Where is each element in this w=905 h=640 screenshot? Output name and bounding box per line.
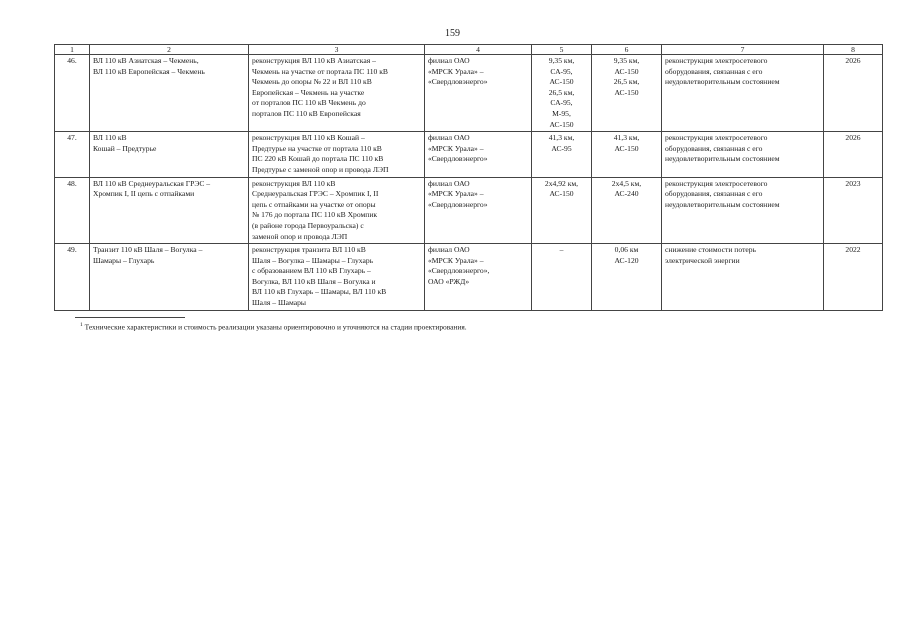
parameters-before-cell xyxy=(532,132,592,177)
column-number-row xyxy=(55,45,883,55)
parameters-before-cell xyxy=(532,55,592,132)
cell-text-line: АС-150 xyxy=(614,143,639,153)
measure-cell xyxy=(249,244,425,311)
cell-text-line: АС-95 xyxy=(551,143,572,153)
row-number-cell: 46. xyxy=(55,55,90,132)
cell-text-line: № 176 до портала ПС 110 кВ Хромпик xyxy=(252,210,378,220)
cell-text-line: 2х4,5 км, xyxy=(611,178,642,188)
cell-text-line: Транзит 110 кВ Шаля – Вогулка – xyxy=(93,245,203,255)
cell-text-line: Кошай – Предтурье xyxy=(93,143,157,153)
cell-text-line: СА-95, xyxy=(550,66,573,76)
cell-text-line: ВЛ 110 кВ Европейская – Чекмень xyxy=(93,66,205,76)
cell-text-line: заменой опор и провода ЛЭП xyxy=(252,231,348,241)
cell-text-line: АС-150 xyxy=(614,87,639,97)
reason-cell xyxy=(662,55,824,132)
cell-text-line: (в районе города Первоуральска) с xyxy=(252,220,364,230)
cell-text-line: «МРСК Урала» – xyxy=(428,189,484,199)
cell-text-line: 0,06 км xyxy=(614,245,639,255)
object-name-cell xyxy=(90,177,249,244)
cell-text-line: 41,3 км, xyxy=(613,133,640,143)
cell-text-line: филиал ОАО xyxy=(428,56,470,65)
cell-text-line: АС-150 xyxy=(614,66,639,76)
object-name-cell xyxy=(90,132,249,177)
organization-cell xyxy=(425,177,532,244)
table-row xyxy=(55,132,883,177)
cell-text-line: филиал ОАО xyxy=(428,178,470,188)
cell-text-line: «МРСК Урала» – xyxy=(428,255,484,265)
cell-text-line: реконструкция ВЛ 110 кВ xyxy=(252,178,336,188)
year-cell: 2023 xyxy=(824,177,883,244)
cell-text-line: Шаля – Вогулка – Шамары – Глухарь xyxy=(252,255,374,265)
cell-text-line: реконструкция транзита ВЛ 110 кВ xyxy=(252,245,366,255)
cell-text-line: «Свердловэнерго» xyxy=(428,77,488,87)
reconstruction-table xyxy=(54,44,883,311)
organization-cell xyxy=(425,132,532,177)
cell-text-line: Предтурье на участке от портала 110 кВ xyxy=(252,143,382,153)
cell-text-line: «Свердловэнерго» xyxy=(428,154,488,164)
column-number: 3 xyxy=(249,45,425,55)
table-row xyxy=(55,244,883,311)
reason-cell xyxy=(662,132,824,177)
cell-text-line: Предтурье с заменой опор и провода ЛЭП xyxy=(252,164,389,174)
column-number: 1 xyxy=(55,45,90,55)
column-number: 6 xyxy=(592,45,662,55)
cell-text-line: реконструкция электросетевого xyxy=(665,133,768,143)
cell-text-line: реконструкция ВЛ 110 кВ Азиатская – xyxy=(252,56,376,65)
cell-text-line: Шаля – Шамары xyxy=(252,298,307,308)
cell-text-line: оборудования, связанная с его xyxy=(665,66,763,76)
year-cell: 2026 xyxy=(824,55,883,132)
cell-text-line: СА-95, xyxy=(550,98,573,108)
footnote xyxy=(80,322,467,331)
cell-text-line: АС-240 xyxy=(614,189,639,199)
table-row xyxy=(55,55,883,132)
cell-text-line: «МРСК Урала» – xyxy=(428,66,484,76)
cell-text-line: АС-150 xyxy=(549,119,574,129)
row-number-cell: 47. xyxy=(55,132,90,177)
cell-text-line: Чекмень до опоры № 22 и ВЛ 110 кВ xyxy=(252,77,372,87)
column-number: 4 xyxy=(425,45,532,55)
cell-text-line: реконструкция ВЛ 110 кВ Кошай – xyxy=(252,133,365,143)
year-cell: 2026 xyxy=(824,132,883,177)
cell-text-line: «Свердловэнерго» xyxy=(428,199,488,209)
cell-text-line: 9,35 км, xyxy=(548,56,575,65)
cell-text-line: 26,5 км, xyxy=(613,77,640,87)
cell-text-line: цепь с отпайками на участке от опоры xyxy=(252,199,376,209)
measure-cell xyxy=(249,132,425,177)
reason-cell xyxy=(662,177,824,244)
cell-text-line: электрической энергии xyxy=(665,255,740,265)
cell-text-line: Европейская – Чекмень на участке xyxy=(252,87,365,97)
measure-cell xyxy=(249,177,425,244)
cell-text-line: от порталов ПС 110 кВ Чекмень до xyxy=(252,98,366,108)
cell-text-line: «МРСК Урала» – xyxy=(428,143,484,153)
cell-text-line: АС-150 xyxy=(549,77,574,87)
parameters-after-cell xyxy=(592,55,662,132)
footnote-text: Технические характеристики и стоимость реализации указаны ориентировочно и уточняются на стадии проектирования. xyxy=(84,322,467,332)
parameters-after-cell xyxy=(592,244,662,311)
cell-text-line: Чекмень на участке от портала ПС 110 кВ xyxy=(252,66,388,76)
cell-text-line: реконструкция электросетевого xyxy=(665,56,768,65)
row-number-cell: 49. xyxy=(55,244,90,311)
cell-text-line: 2х4,92 км, xyxy=(544,178,579,188)
cell-text-line: АС-150 xyxy=(549,189,574,199)
row-number-cell: 48. xyxy=(55,177,90,244)
cell-text-line: ОАО «РЖД» xyxy=(428,276,470,286)
table-row xyxy=(55,177,883,244)
cell-text-line: 41,3 км, xyxy=(548,133,575,143)
cell-text-line: неудовлетворительным состоянием xyxy=(665,199,780,209)
cell-text-line: ВЛ 110 кВ Глухарь – Шамары, ВЛ 110 кВ xyxy=(252,287,387,297)
cell-text-line: ПС 220 кВ Кошай до портала ПС 110 кВ xyxy=(252,154,384,164)
parameters-after-cell xyxy=(592,132,662,177)
cell-text-line: оборудования, связанная с его xyxy=(665,189,763,199)
cell-text-line: неудовлетворительным состоянием xyxy=(665,154,780,164)
cell-text-line: Хромпик I, II цепь с отпайками xyxy=(93,189,195,199)
cell-text-line: ВЛ 110 кВ Азиатская – Чекмень, xyxy=(93,56,199,65)
parameters-before-cell xyxy=(532,244,592,311)
measure-cell xyxy=(249,55,425,132)
footnote-mark: 1 xyxy=(80,322,83,328)
cell-text-line: ВЛ 110 кВ Среднеуральская ГРЭС – xyxy=(93,178,211,188)
cell-text-line: АС-120 xyxy=(614,255,639,265)
page-number: 159 xyxy=(445,28,460,39)
column-number: 5 xyxy=(532,45,592,55)
object-name-cell xyxy=(90,55,249,132)
cell-text-line: реконструкция электросетевого xyxy=(665,178,768,188)
footnote-divider xyxy=(75,317,185,318)
organization-cell xyxy=(425,55,532,132)
cell-text-line: М-95, xyxy=(552,108,571,118)
organization-cell xyxy=(425,244,532,311)
cell-text-line: неудовлетворительным состоянием xyxy=(665,77,780,87)
table-body xyxy=(55,55,883,311)
reason-cell xyxy=(662,244,824,311)
column-number: 2 xyxy=(90,45,249,55)
cell-text-line: филиал ОАО xyxy=(428,245,470,255)
cell-text-line: 9,35 км, xyxy=(613,56,640,65)
cell-text-line: – xyxy=(559,245,564,255)
column-number: 8 xyxy=(824,45,883,55)
cell-text-line: ВЛ 110 кВ xyxy=(93,133,127,143)
cell-text-line: Шамары – Глухарь xyxy=(93,255,155,265)
cell-text-line: Вогулка, ВЛ 110 кВ Шаля – Вогулка и xyxy=(252,276,376,286)
cell-text-line: оборудования, связанная с его xyxy=(665,143,763,153)
cell-text-line: филиал ОАО xyxy=(428,133,470,143)
object-name-cell xyxy=(90,244,249,311)
year-cell: 2022 xyxy=(824,244,883,311)
parameters-before-cell xyxy=(532,177,592,244)
cell-text-line: «Свердловэнерго», xyxy=(428,266,490,276)
cell-text-line: с образованием ВЛ 110 кВ Глухарь – xyxy=(252,266,371,276)
cell-text-line: снижение стоимости потерь xyxy=(665,245,757,255)
cell-text-line: Среднеуральская ГРЭС – Хромпик I, II xyxy=(252,189,379,199)
column-number: 7 xyxy=(662,45,824,55)
cell-text-line: 26,5 км, xyxy=(548,87,575,97)
cell-text-line: порталов ПС 110 кВ Европейская xyxy=(252,108,361,118)
parameters-after-cell xyxy=(592,177,662,244)
